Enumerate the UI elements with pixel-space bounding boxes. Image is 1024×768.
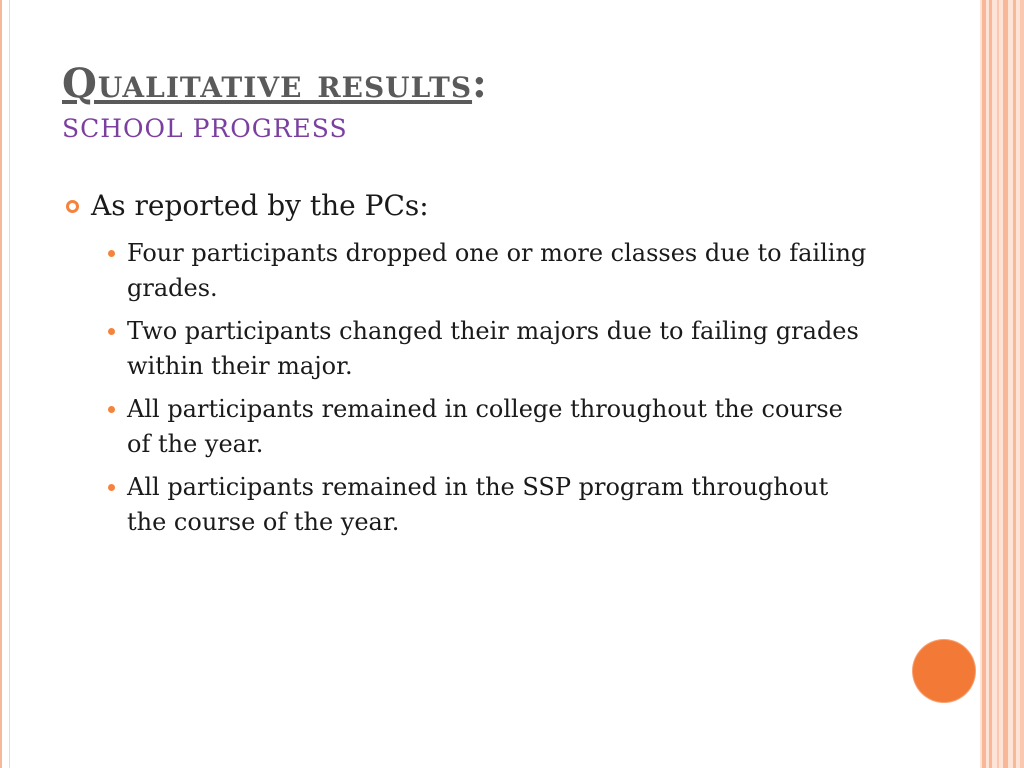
decorative-circle-icon: [913, 640, 975, 702]
list-item: [108, 314, 946, 384]
list-item: [108, 236, 946, 306]
dot-bullet-icon: [108, 406, 115, 413]
title-colon: :: [472, 60, 488, 107]
decorative-stripe: [1003, 0, 1008, 768]
list-item: [108, 470, 946, 540]
decorative-stripe: [989, 0, 992, 768]
decorative-stripe: [982, 0, 986, 768]
title-text: Qualitative results: [62, 60, 473, 107]
ring-bullet-icon: [66, 200, 79, 213]
slide-subtitle: SCHOOL PROGRESS: [62, 114, 348, 143]
dot-bullet-icon: [108, 484, 115, 491]
list-item-text: Two participants changed their majors due to failing grades within their major.: [127, 317, 859, 380]
decorative-stripe: [1020, 0, 1024, 768]
slide-title: [62, 62, 942, 106]
decorative-stripe: [997, 0, 999, 768]
left-border-decoration: [0, 0, 10, 768]
title-block: [62, 62, 942, 144]
main-bullet-text: As reported by the PCs:: [91, 189, 429, 222]
list-item: [108, 392, 946, 462]
dot-bullet-icon: [108, 328, 115, 335]
main-bullet: [66, 188, 946, 224]
dot-bullet-icon: [108, 250, 115, 257]
decorative-stripe: [1013, 0, 1016, 768]
sub-bullet-list: [66, 236, 946, 540]
list-item-text: Four participants dropped one or more classes due to failing grades.: [127, 239, 867, 302]
right-decorative-panel: [980, 0, 1024, 768]
list-item-text: All participants remained in the SSP program throughout the course of the year.: [127, 473, 829, 536]
slide-content: [66, 188, 946, 548]
list-item-text: All participants remained in college throughout the course of the year.: [127, 395, 843, 458]
